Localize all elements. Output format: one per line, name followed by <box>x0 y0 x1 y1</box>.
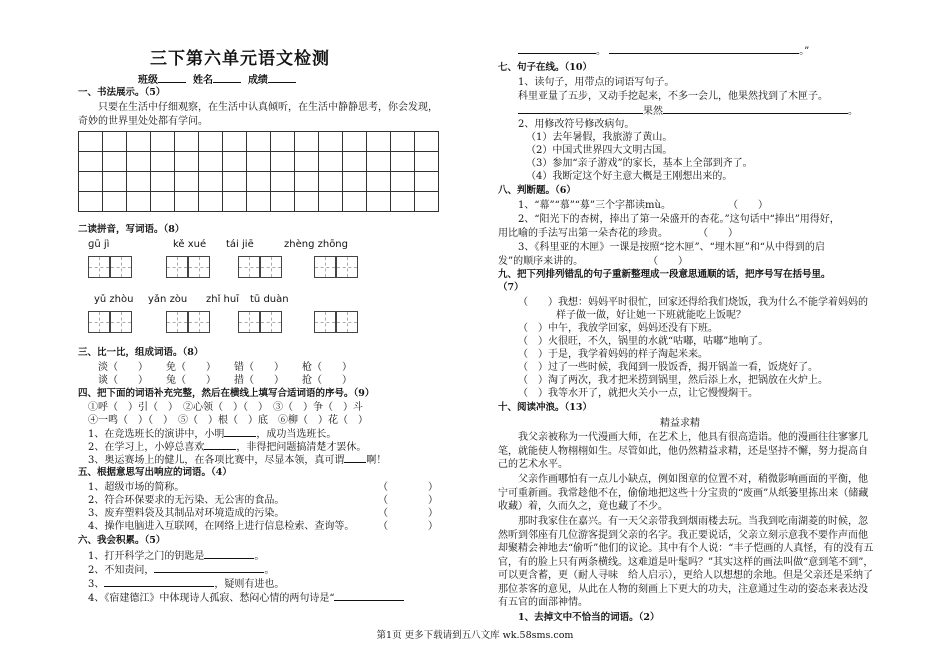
story-title: 精益求精 <box>660 418 700 429</box>
section-8-heading: 八、判断题。（6） <box>498 185 576 196</box>
story-paragraph-2: 父亲作画哪怕有一点儿小缺点，例如图章的位置不对，稍微影响画面的平衡，他宁可重新画。我常趁他不在，偷偷地把这些十分宝贵的“废画”从纸篓里拣出来（储藏 收藏）着，久而久之，竟也藏了不少。 <box>498 474 879 512</box>
pinyin-2: kě xué <box>173 239 207 250</box>
student-info: 班级 姓名 成绩 <box>138 73 296 88</box>
order-item-7: （ ）我等水开了，就把火关小一点，让它慢慢焖干。 <box>518 388 758 399</box>
accumulate-3: 3、 ，疑则有进也。 <box>88 579 285 590</box>
fill-sentence-1: 1、在竞选班长的演讲中，小明 ，成功当选班长。 <box>88 429 337 440</box>
definition-3: 3、废弃塑料袋及其制品对环境造成的污染。 <box>88 508 285 519</box>
pinyin-3: tái jiē <box>226 239 254 250</box>
section-10-heading: 十、阅读冲浪。（13） <box>498 402 592 413</box>
order-item-2: （ ）中午，我放学回家，妈妈还没有下班。 <box>518 323 718 334</box>
section-5-heading: 五、根据意思写出响应的词语。（4） <box>78 467 232 478</box>
accumulate-4: 4、《宿建德江》中体现诗人孤寂、愁闷心情的两句诗是“ <box>88 591 404 606</box>
idiom-row-2: ④一鸣（ ）（ ） ⑤（ ）根（ ）底 ⑥柳（ ）花（ ） <box>88 415 368 426</box>
char-box[interactable] <box>110 256 132 278</box>
order-item-1b: 样子做一做，好让她一下班就能吃上饭呢？ <box>556 310 746 321</box>
char-box[interactable] <box>238 311 260 333</box>
pinyin-5: yǔ zhòu <box>94 294 134 305</box>
order-item-6: （ ）淘了两次，我才把米捞到锅里，然后添上水，把锅放在火炉上。 <box>518 375 828 386</box>
answer-blank[interactable] <box>518 104 643 114</box>
answer-paren[interactable]: （ ） <box>378 521 438 532</box>
char-box[interactable] <box>260 256 282 278</box>
answer-blank[interactable] <box>204 549 254 559</box>
answer-blank[interactable] <box>518 44 596 54</box>
order-item-3: （ ）火很旺，不久，锅里的水就“咕嘟，咕嘟”地响了。 <box>518 336 769 347</box>
char-box[interactable] <box>188 256 210 278</box>
idiom-row-1: ①呼（ ）引（ ） ②心领（ ）（ ） ③（ ）争（ ）斗 <box>88 402 363 413</box>
definition-2: 2、符合环保要求的无污染、无公害的食品。 <box>88 495 285 506</box>
sentence-example: 科里亚量了五步，又动手挖起来，不多一会儿，他果然找到了木匣子。 <box>518 91 828 102</box>
definition-4: 4、操作电脑进入互联网，在网络上进行信息检索、查询等。 <box>88 521 355 532</box>
sentence-task-2: 2、用修改符号修改病句。 <box>518 119 635 130</box>
page-footer: 第1页 更多下载请到五八文库 wk.58sms.com <box>376 630 574 641</box>
sick-sentence-4: （4）我断定这个好主意大概是王刚想出来的。 <box>526 171 733 182</box>
char-box[interactable] <box>88 311 110 333</box>
pinyin-7: zhǐ huī <box>206 294 239 305</box>
pinyin-1: ɡū jì <box>88 239 110 250</box>
section-4-heading: 四、把下面的词语补充完整，然后在横线上填写合适词语的序号。（9） <box>78 388 375 399</box>
answer-blank[interactable] <box>204 440 236 450</box>
pinyin-4: zhèng zhōng <box>284 239 348 250</box>
section-1-text-2: 奇妙的世界里处处都有学问。 <box>78 116 208 127</box>
section-9-heading: 九、把下列排列错乱的句子重新整理成一段意思通顺的话，把序号写在括号里。 <box>498 269 831 280</box>
answer-blank[interactable] <box>104 577 214 587</box>
pinyin-6: yǎn zòu <box>148 294 188 305</box>
sick-sentence-1: （1）去年暑假，我旅游了黄山。 <box>526 132 673 143</box>
char-box[interactable] <box>88 256 110 278</box>
answer-paren[interactable]: （ ） <box>378 482 438 493</box>
compare-row-2: 谈（ ） 兔（ ） 措（ ） 抢（ ） <box>98 375 352 386</box>
answer-blank[interactable] <box>344 453 366 463</box>
judge-paren[interactable]: （ ） <box>698 228 738 239</box>
answer-paren[interactable]: （ ） <box>378 508 438 519</box>
answer-blank[interactable] <box>663 104 848 114</box>
judge-paren[interactable]: （ ） <box>648 256 688 267</box>
sick-sentence-2: （2）中国式世界四大文明古国。 <box>526 145 673 156</box>
section-1-heading: 一、书法展示。（5） <box>78 87 166 98</box>
answer-blank[interactable] <box>609 44 799 54</box>
accumulate-1: 1、打开科学之门的钥匙是 。 <box>88 551 265 562</box>
answer-blank[interactable] <box>334 591 404 601</box>
section-3-heading: 三、比一比，组成词语。（8） <box>78 347 204 358</box>
story-paragraph-3: 那时我家住在嘉兴。有一天父亲带我到烟雨楼去玩。当我到吃南湖菱的时候，忽然听到邻座有几位游客提到父亲的名字。我正要说话，父亲立刻示意我不要作声而他却聚精会神地去“偷听”他们的议论。其中有个人说：“丰子恺画的人真怪，有的没有五官，有的脸上只有两条横线。这难道是叶髦吗？”其实这样的画法叫做“意到笔不到”，可以更含蓄，更（耐人寻味 给人启示），更给人以想想的余地。但是父亲还是采纳了那位茶客的意见，从此在人物的刻画上下更大的功夫，注意通过生动的姿态来表达没有五官的面部神情。 <box>498 516 874 608</box>
char-box[interactable] <box>260 311 282 333</box>
char-box[interactable] <box>166 311 188 333</box>
char-box[interactable] <box>314 311 336 333</box>
section-1-text: 只要在生活中仔细观察，在生活中认真倾听，在生活中静静思考，你会发现， <box>98 102 438 113</box>
judge-1: 1、“幕”“慕”“募”三个字都读mù。 <box>518 200 671 211</box>
reading-question-1: 1、去掉文中不恰当的词语。（2） <box>518 612 660 623</box>
char-box[interactable] <box>238 256 260 278</box>
order-item-5: （ ）过了一些时候，我闻到一股饭香，揭开锅盖一看，饭烧好了。 <box>518 362 818 373</box>
order-item-4: （ ）于是，我学着妈妈的样子淘起米来。 <box>518 349 708 360</box>
section-6-heading: 六、我会积累。（5） <box>78 535 166 546</box>
pinyin-8: tū duàn <box>250 294 289 305</box>
poem-blank-line: 。 。” <box>518 44 809 59</box>
story-paragraph-1: 我父亲被称为一代漫画大师，在艺术上，他具有很高造诣。他的漫画往往寥寥几笔，就能使人物栩栩如生。尽管如此，他仍然精益求精，还是坚持不懈，努力提高自己的艺术水平。 <box>498 432 868 470</box>
char-box[interactable] <box>336 311 358 333</box>
compare-row-1: 淡（ ） 免（ ） 错（ ） 枪（ ） <box>98 362 352 373</box>
accumulate-2: 2、不知责问， 。 <box>88 565 275 576</box>
sentence-answer: 果然 。 <box>518 104 858 119</box>
sentence-task-1: 1、读句子，用带点的词语写句子。 <box>518 77 675 88</box>
section-7-heading: 七、句子在线。（10） <box>498 62 592 73</box>
answer-paren[interactable]: （ ） <box>378 495 438 506</box>
judge-3b: 发”的顺序来讲的。 <box>498 256 584 267</box>
char-box[interactable] <box>110 311 132 333</box>
fill-sentence-3: 3、奥运赛场上的健儿，在各项比赛中，尽显本领，真可谓 啊！ <box>88 455 387 466</box>
sick-sentence-3: （3）参加“亲子游戏”的家长，基本上全部到齐了。 <box>526 158 753 169</box>
judge-paren[interactable]: （ ） <box>728 200 768 211</box>
char-box[interactable] <box>188 311 210 333</box>
char-box[interactable] <box>336 256 358 278</box>
handwriting-grid[interactable] <box>78 131 439 212</box>
char-box[interactable] <box>314 256 336 278</box>
section-9-heading-2: （7） <box>498 282 524 293</box>
judge-2b: 用比喻的手法写出第一朵杏花的珍贵。 <box>498 228 668 239</box>
definition-1: 1、超级市场的简称。 <box>88 482 185 493</box>
judge-3: 3、《科里亚的木匣》一课是按照“挖木匣”、“埋木匣”和“从中得到的启 <box>518 242 825 253</box>
char-box[interactable] <box>166 256 188 278</box>
fill-sentence-2: 2、在学习上，小婷总喜欢 ，非得把问题搞清楚才罢休。 <box>88 442 367 453</box>
answer-blank[interactable] <box>154 563 264 573</box>
order-item-1: （ ）我想：妈妈平时很忙，回家还得给我们烧饭，我为什么不能学着妈妈的 <box>518 297 868 308</box>
page-title: 三下第六单元语文检测 <box>150 49 330 69</box>
answer-blank[interactable] <box>224 427 256 437</box>
section-2-heading: 二读拼音，写词语。（8） <box>78 224 185 235</box>
judge-2: 2、“阳光下的杏树，捧出了第一朵盛开的杏花。”这句话中“捧出”用得好， <box>518 214 840 225</box>
